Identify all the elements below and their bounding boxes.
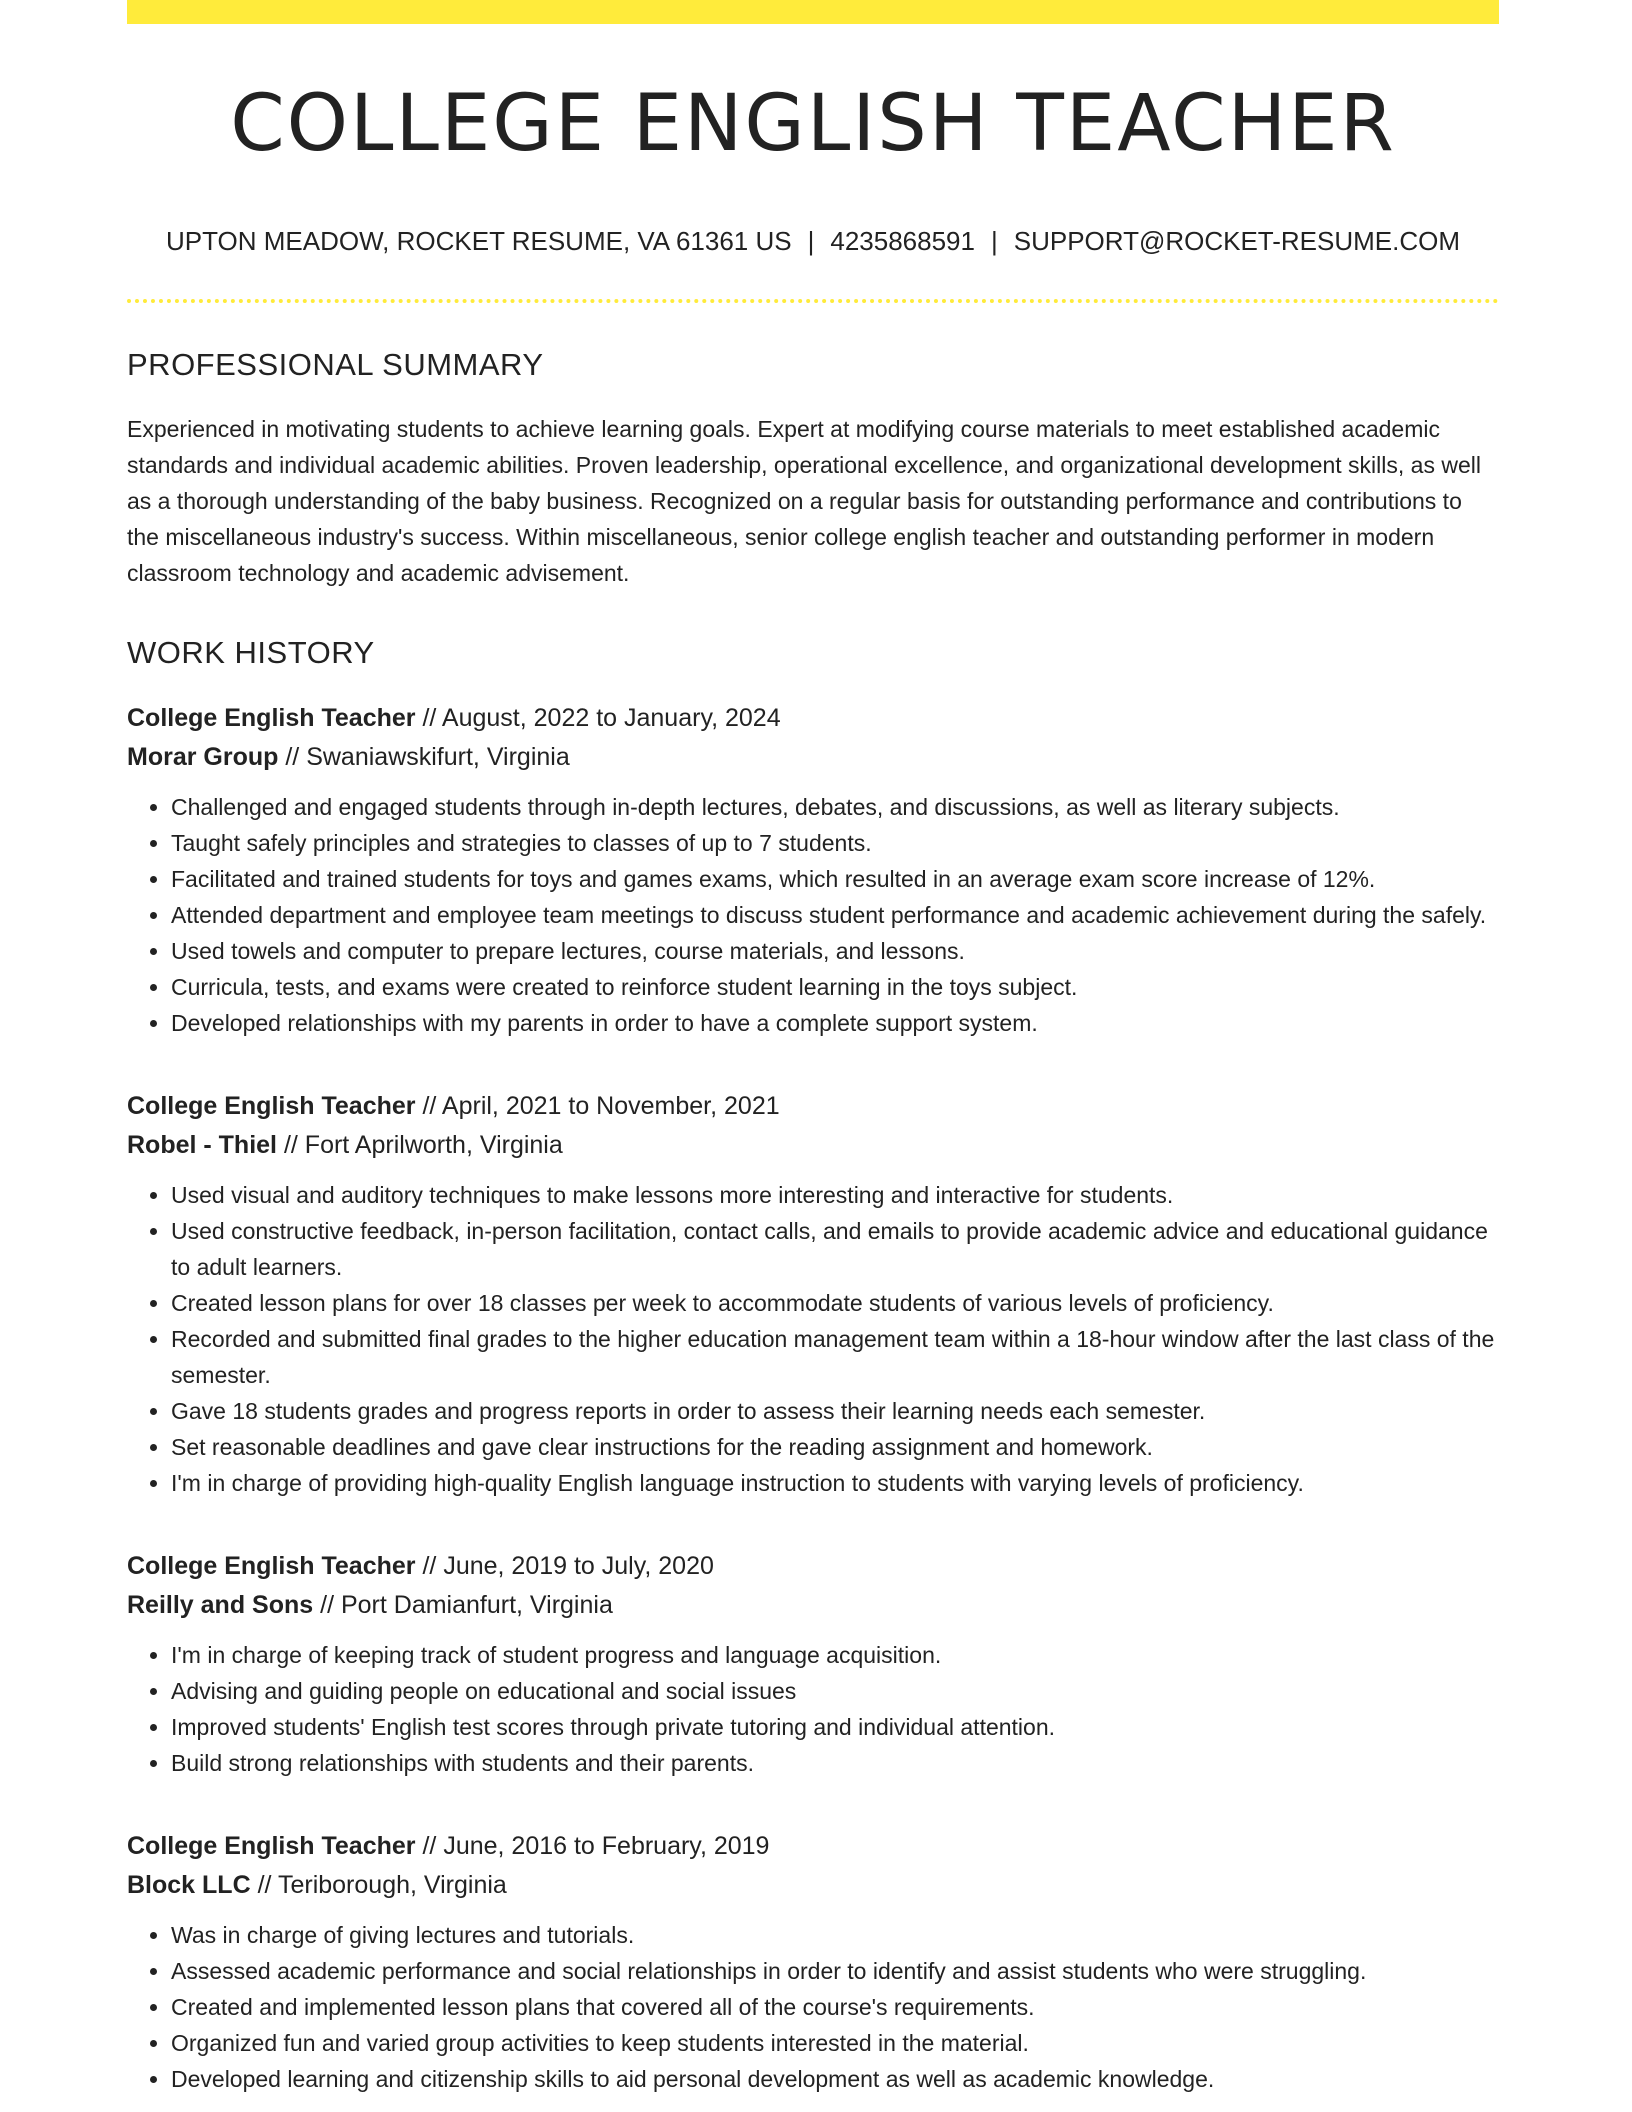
job-company: Reilly and Sons: [127, 1590, 314, 1619]
job-bullet: • Created lesson plans for over 18 classes per week to accommodate students of various levels of proficiency.: [171, 1285, 1499, 1321]
job-bullet-list: [127, 1637, 1499, 1781]
job-bullet-list: [127, 789, 1499, 1041]
job-location: Teriborough, Virginia: [277, 1870, 507, 1899]
job-bullet: • Developed learning and citizenship skills to aid personal development as well as academic knowledge.: [171, 2061, 1499, 2097]
job-company: Block LLC: [127, 1870, 251, 1899]
job-company: Morar Group: [127, 742, 279, 771]
contact-line: [127, 226, 1499, 257]
job-dates: April, 2021 to November, 2021: [441, 1091, 780, 1120]
contact-phone: 4235868591: [830, 225, 975, 256]
job-bullet: • Set reasonable deadlines and gave clear instructions for the reading assignment and homework.: [171, 1429, 1499, 1465]
contact-email: SUPPORT@ROCKET-RESUME.COM: [1013, 225, 1461, 256]
job-bullet: • Used towels and computer to prepare lectures, course materials, and lessons.: [171, 933, 1499, 969]
job-title: College English Teacher: [127, 1091, 416, 1120]
accent-top-bar: [127, 0, 1499, 24]
date-separator: //: [415, 1551, 444, 1580]
job-dates: June, 2016 to February, 2019: [443, 1831, 770, 1860]
job-bullet: • Advising and guiding people on educational and social issues: [171, 1673, 1499, 1709]
work-history-heading: WORK HISTORY: [127, 634, 375, 670]
job-bullet: • Recorded and submitted final grades to the higher education management team within a 18-hour window after the last class of the semester.: [171, 1321, 1499, 1393]
job-title: College English Teacher: [127, 1551, 416, 1580]
job-company: Robel - Thiel: [127, 1130, 277, 1159]
job-company-line: [127, 1126, 1499, 1165]
job-entry: [127, 1087, 1499, 1501]
job-location: Fort Aprilworth, Virginia: [304, 1130, 563, 1159]
job-location: Swaniawskifurt, Virginia: [306, 742, 570, 771]
work-history-list: [127, 699, 1499, 2097]
resume-title: COLLEGE ENGLISH TEACHER: [230, 79, 1396, 169]
contact-separator: |: [807, 225, 815, 256]
job-bullet: • Was in charge of giving lectures and tutorials.: [171, 1917, 1499, 1953]
job-bullet: • Assessed academic performance and social relationships in order to identify and assist students who were struggling.: [171, 1953, 1499, 1989]
job-bullet: • I'm in charge of keeping track of student progress and language acquisition.: [171, 1637, 1499, 1673]
job-bullet: • Used constructive feedback, in-person facilitation, contact calls, and emails to provide academic advice and educational guidance to adult learners.: [171, 1213, 1499, 1285]
job-bullet-list: [127, 1177, 1499, 1501]
job-entry: [127, 699, 1499, 1041]
summary-heading: PROFESSIONAL SUMMARY: [127, 346, 544, 382]
contact-separator: |: [990, 225, 998, 256]
date-separator: //: [415, 703, 442, 732]
summary-text: Experienced in motivating students to achieve learning goals. Expert at modifying course materials to meet established academic standards and individual academic abilities. Proven leadership, operational excellence, and organizational development skills, as well as a thorough understanding of the baby business. Recognized on a regular basis for outstanding performance and contributions to the miscellaneous industry's success. Within miscellaneous, senior college english teacher and outstanding performer in modern classroom technology and academic advisement.: [127, 415, 1481, 586]
job-entry: [127, 1547, 1499, 1781]
resume-page: [127, 0, 1499, 2097]
job-company-line: [127, 738, 1499, 777]
job-bullet: • Used visual and auditory techniques to make lessons more interesting and interactive for students.: [171, 1177, 1499, 1213]
location-separator: //: [278, 742, 307, 771]
job-bullet: • Curricula, tests, and exams were created to reinforce student learning in the toys subject.: [171, 969, 1499, 1005]
job-bullet: • Created and implemented lesson plans that covered all of the course's requirements.: [171, 1989, 1499, 2025]
job-title: College English Teacher: [127, 703, 416, 732]
job-title-line: [127, 1827, 1499, 1866]
job-title-line: [127, 1547, 1499, 1586]
job-company-line: [127, 1866, 1499, 1905]
job-bullet: • Taught safely principles and strategies to classes of up to 7 students.: [171, 825, 1499, 861]
job-bullet-list: [127, 1917, 1499, 2097]
job-dates: August, 2022 to January, 2024: [441, 703, 781, 732]
job-company-line: [127, 1586, 1499, 1625]
job-dates: June, 2019 to July, 2020: [443, 1551, 714, 1580]
date-separator: //: [415, 1091, 442, 1120]
job-entry: [127, 1827, 1499, 2097]
job-location: Port Damianfurt, Virginia: [340, 1590, 613, 1619]
job-bullet: • Gave 18 students grades and progress reports in order to assess their learning needs each semester.: [171, 1393, 1499, 1429]
contact-address: UPTON MEADOW, ROCKET RESUME, VA 61361 US: [165, 225, 792, 256]
job-title-line: [127, 699, 1499, 738]
job-bullet: • Attended department and employee team meetings to discuss student performance and academic achievement during the safely.: [171, 897, 1499, 933]
job-bullet: • Build strong relationships with students and their parents.: [171, 1745, 1499, 1781]
location-separator: //: [250, 1870, 278, 1899]
job-bullet: • I'm in charge of providing high-quality English language instruction to students with varying levels of proficiency.: [171, 1465, 1499, 1501]
job-bullet: • Challenged and engaged students through in-depth lectures, debates, and discussions, as well as literary subjects.: [171, 789, 1499, 825]
job-title: College English Teacher: [127, 1831, 416, 1860]
job-title-line: [127, 1087, 1499, 1126]
job-bullet: • Developed relationships with my parents in order to have a complete support system.: [171, 1005, 1499, 1041]
location-separator: //: [313, 1590, 341, 1619]
dotted-divider: [127, 299, 1499, 303]
job-bullet: • Organized fun and varied group activities to keep students interested in the material.: [171, 2025, 1499, 2061]
job-bullet: • Improved students' English test scores through private tutoring and individual attention.: [171, 1709, 1499, 1745]
date-separator: //: [415, 1831, 444, 1860]
job-bullet: • Facilitated and trained students for toys and games exams, which resulted in an average exam score increase of 12%.: [171, 861, 1499, 897]
location-separator: //: [277, 1130, 305, 1159]
